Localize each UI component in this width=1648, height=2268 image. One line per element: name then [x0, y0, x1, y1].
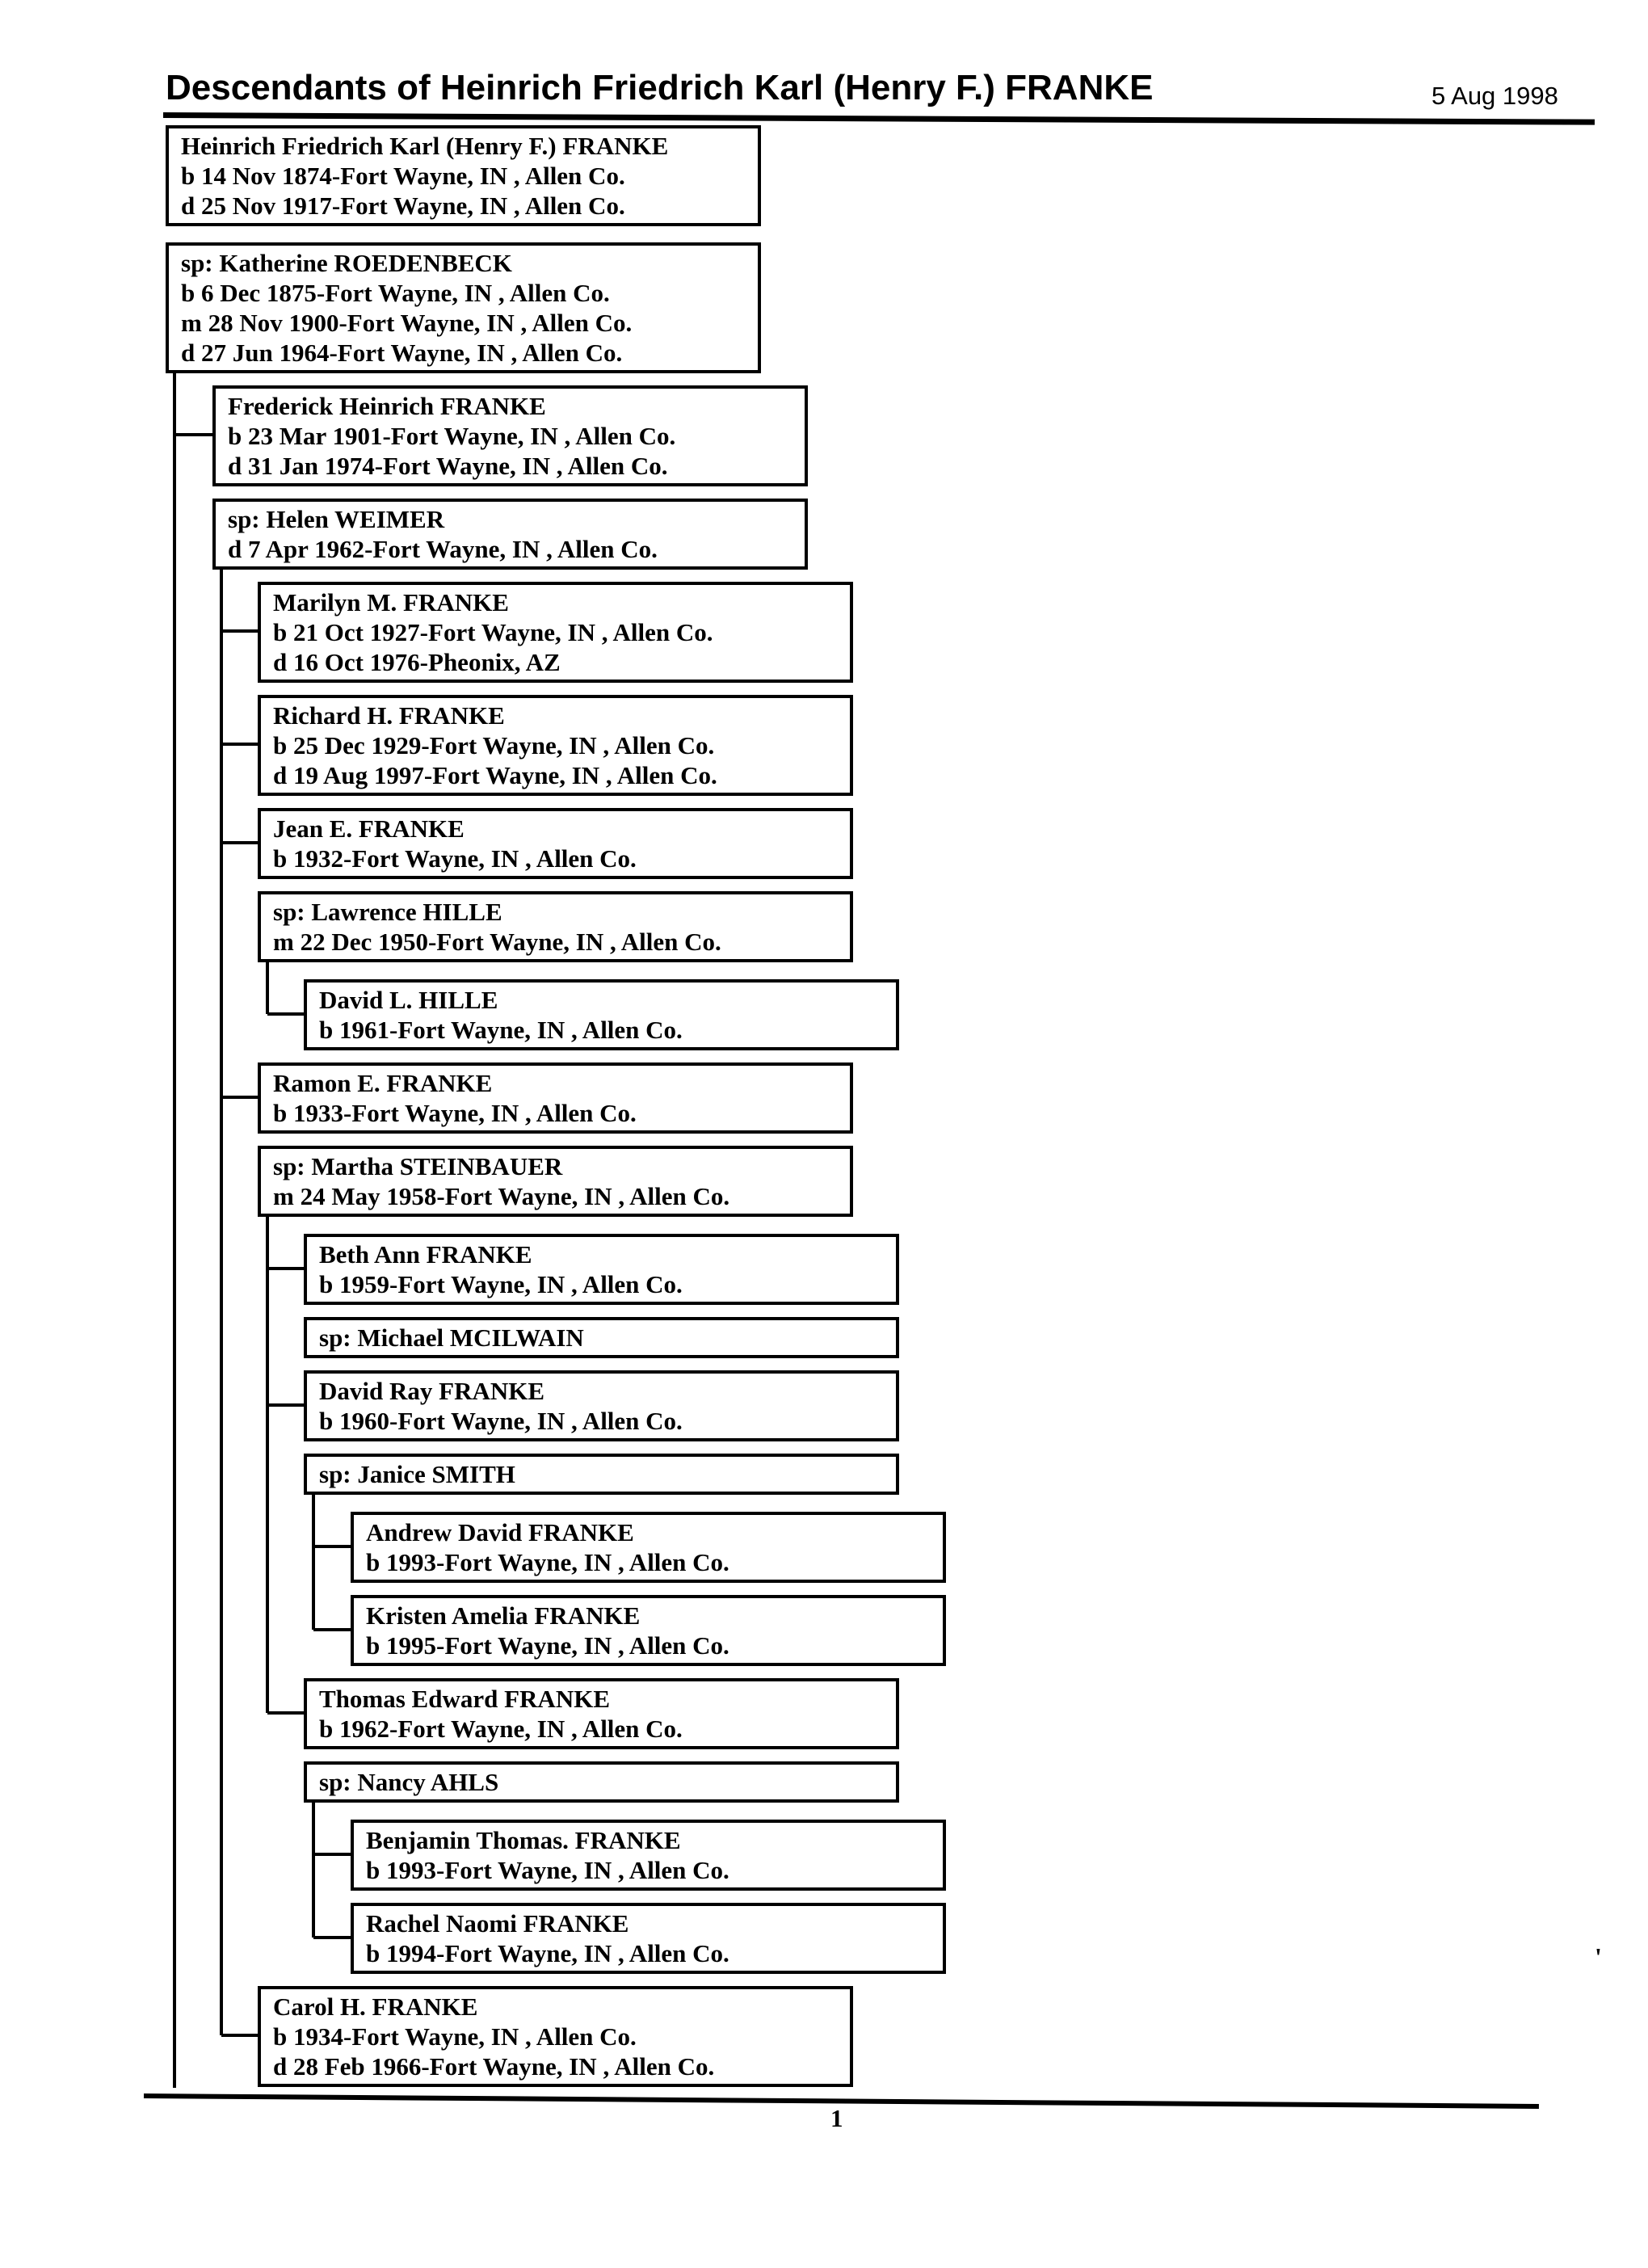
person-box-katherine-roedenbeck: [166, 242, 761, 373]
person-box-benjamin-thomas-franke: [351, 1820, 946, 1891]
person-name: Thomas Edward FRANKE: [319, 1685, 610, 1713]
person-box-beth-ann-franke: [304, 1234, 899, 1305]
person-box-heinrich-friedrich-karl-franke: [166, 125, 761, 226]
person-box-jean-e-franke: [258, 808, 853, 879]
person-box-thomas-edward-franke: [304, 1678, 899, 1749]
person-name: Benjamin Thomas. FRANKE: [366, 1826, 681, 1854]
spouse-name: sp: Helen WEIMER: [228, 505, 445, 533]
birth-line: b 25 Dec 1929-Fort Wayne, IN , Allen Co.: [273, 731, 715, 760]
death-line: d 28 Feb 1966-Fort Wayne, IN , Allen Co.: [273, 2052, 715, 2081]
marriage-line: m 28 Nov 1900-Fort Wayne, IN , Allen Co.: [181, 309, 633, 337]
birth-line: b 1993-Fort Wayne, IN , Allen Co.: [366, 1856, 729, 1884]
descent-line-generation-1: [173, 372, 176, 2088]
connector-richard: [221, 743, 258, 746]
connector-thomas: [267, 1711, 304, 1715]
person-box-richard-h-franke: [258, 695, 853, 796]
descent-line-thomas-family: [312, 1801, 315, 1938]
connector-ramon: [221, 1096, 258, 1099]
connector-frederick: [174, 433, 212, 436]
birth-line: b 14 Nov 1874-Fort Wayne, IN , Allen Co.: [181, 162, 625, 190]
person-box-frederick-heinrich-franke: [212, 385, 808, 486]
connector-beth-ann: [267, 1267, 304, 1270]
connector-kristen: [313, 1628, 351, 1631]
death-line: d 16 Oct 1976-Pheonix, AZ: [273, 648, 561, 676]
death-line: d 31 Jan 1974-Fort Wayne, IN , Allen Co.: [228, 452, 668, 480]
person-name: Jean E. FRANKE: [273, 814, 465, 843]
connector-david-ray: [267, 1403, 304, 1407]
connector-andrew: [313, 1545, 351, 1548]
birth-line: b 1993-Fort Wayne, IN , Allen Co.: [366, 1548, 729, 1576]
death-line: d 27 Jun 1964-Fort Wayne, IN , Allen Co.: [181, 339, 623, 367]
scan-artifact-mark: ': [1595, 1942, 1602, 1971]
spouse-name: sp: Katherine ROEDENBECK: [181, 249, 512, 277]
descent-line-ramon-family: [266, 1215, 269, 1713]
person-box-nancy-ahls: [304, 1761, 899, 1803]
birth-line: b 1933-Fort Wayne, IN , Allen Co.: [273, 1099, 637, 1127]
birth-line: b 1961-Fort Wayne, IN , Allen Co.: [319, 1016, 683, 1044]
birth-line: b 1959-Fort Wayne, IN , Allen Co.: [319, 1270, 683, 1298]
report-date: 5 Aug 1998: [1431, 82, 1558, 110]
person-name: David Ray FRANKE: [319, 1377, 545, 1405]
connector-marilyn: [221, 629, 258, 633]
birth-line: b 6 Dec 1875-Fort Wayne, IN , Allen Co.: [181, 279, 610, 307]
person-box-martha-steinbauer: [258, 1146, 853, 1217]
person-box-janice-smith: [304, 1454, 899, 1495]
person-box-david-l-hille: [304, 979, 899, 1050]
marriage-line: m 24 May 1958-Fort Wayne, IN , Allen Co.: [273, 1182, 730, 1210]
connector-benjamin: [313, 1853, 351, 1856]
person-box-marilyn-m-franke: [258, 582, 853, 683]
death-line: d 19 Aug 1997-Fort Wayne, IN , Allen Co.: [273, 761, 717, 789]
person-box-lawrence-hille: [258, 891, 853, 962]
spouse-name: sp: Janice SMITH: [319, 1460, 515, 1488]
person-box-michael-mcilwain: [304, 1317, 899, 1358]
person-name: Richard H. FRANKE: [273, 701, 505, 730]
birth-line: b 23 Mar 1901-Fort Wayne, IN , Allen Co.: [228, 422, 676, 450]
birth-line: b 1932-Fort Wayne, IN , Allen Co.: [273, 844, 637, 873]
person-name: Kristen Amelia FRANKE: [366, 1601, 641, 1630]
birth-line: b 1995-Fort Wayne, IN , Allen Co.: [366, 1631, 729, 1660]
connector-rachel: [313, 1936, 351, 1939]
page-number: 1: [830, 2104, 843, 2132]
person-name: Marilyn M. FRANKE: [273, 588, 509, 616]
person-name: David L. HILLE: [319, 986, 498, 1014]
spouse-name: sp: Michael MCILWAIN: [319, 1323, 584, 1352]
person-name: Frederick Heinrich FRANKE: [228, 392, 546, 420]
death-line: d 7 Apr 1962-Fort Wayne, IN , Allen Co.: [228, 535, 658, 563]
connector-carol: [221, 2034, 258, 2037]
connector-david-hille: [267, 1012, 304, 1016]
person-name: Andrew David FRANKE: [366, 1518, 634, 1546]
title-underline: [163, 112, 1595, 125]
descent-line-david-ray-family: [312, 1493, 315, 1630]
page-title: Descendants of Heinrich Friedrich Karl (Henry F.) FRANKE: [166, 68, 1154, 107]
person-box-andrew-david-franke: [351, 1512, 946, 1583]
person-name: Beth Ann FRANKE: [319, 1240, 532, 1269]
birth-line: b 1994-Fort Wayne, IN , Allen Co.: [366, 1939, 729, 1967]
person-box-ramon-e-franke: [258, 1062, 853, 1134]
person-box-rachel-naomi-franke: [351, 1903, 946, 1974]
person-name: Heinrich Friedrich Karl (Henry F.) FRANKE: [181, 132, 669, 160]
birth-line: b 21 Oct 1927-Fort Wayne, IN , Allen Co.: [273, 618, 713, 646]
spouse-name: sp: Nancy AHLS: [319, 1768, 499, 1796]
birth-line: b 1934-Fort Wayne, IN , Allen Co.: [273, 2022, 637, 2051]
person-box-kristen-amelia-franke: [351, 1595, 946, 1666]
person-box-helen-weimer: [212, 499, 808, 570]
person-name: Rachel Naomi FRANKE: [366, 1909, 629, 1938]
birth-line: b 1962-Fort Wayne, IN , Allen Co.: [319, 1715, 683, 1743]
person-name: Ramon E. FRANKE: [273, 1069, 493, 1097]
descent-line-generation-2: [220, 568, 223, 2035]
person-name: Carol H. FRANKE: [273, 1992, 478, 2021]
person-box-david-ray-franke: [304, 1370, 899, 1441]
marriage-line: m 22 Dec 1950-Fort Wayne, IN , Allen Co.: [273, 928, 721, 956]
birth-line: b 1960-Fort Wayne, IN , Allen Co.: [319, 1407, 683, 1435]
person-box-carol-h-franke: [258, 1986, 853, 2087]
spouse-name: sp: Martha STEINBAUER: [273, 1152, 563, 1180]
connector-jean: [221, 841, 258, 844]
descent-line-hille-family: [266, 961, 269, 1014]
spouse-name: sp: Lawrence HILLE: [273, 898, 502, 926]
death-line: d 25 Nov 1917-Fort Wayne, IN , Allen Co.: [181, 191, 625, 220]
